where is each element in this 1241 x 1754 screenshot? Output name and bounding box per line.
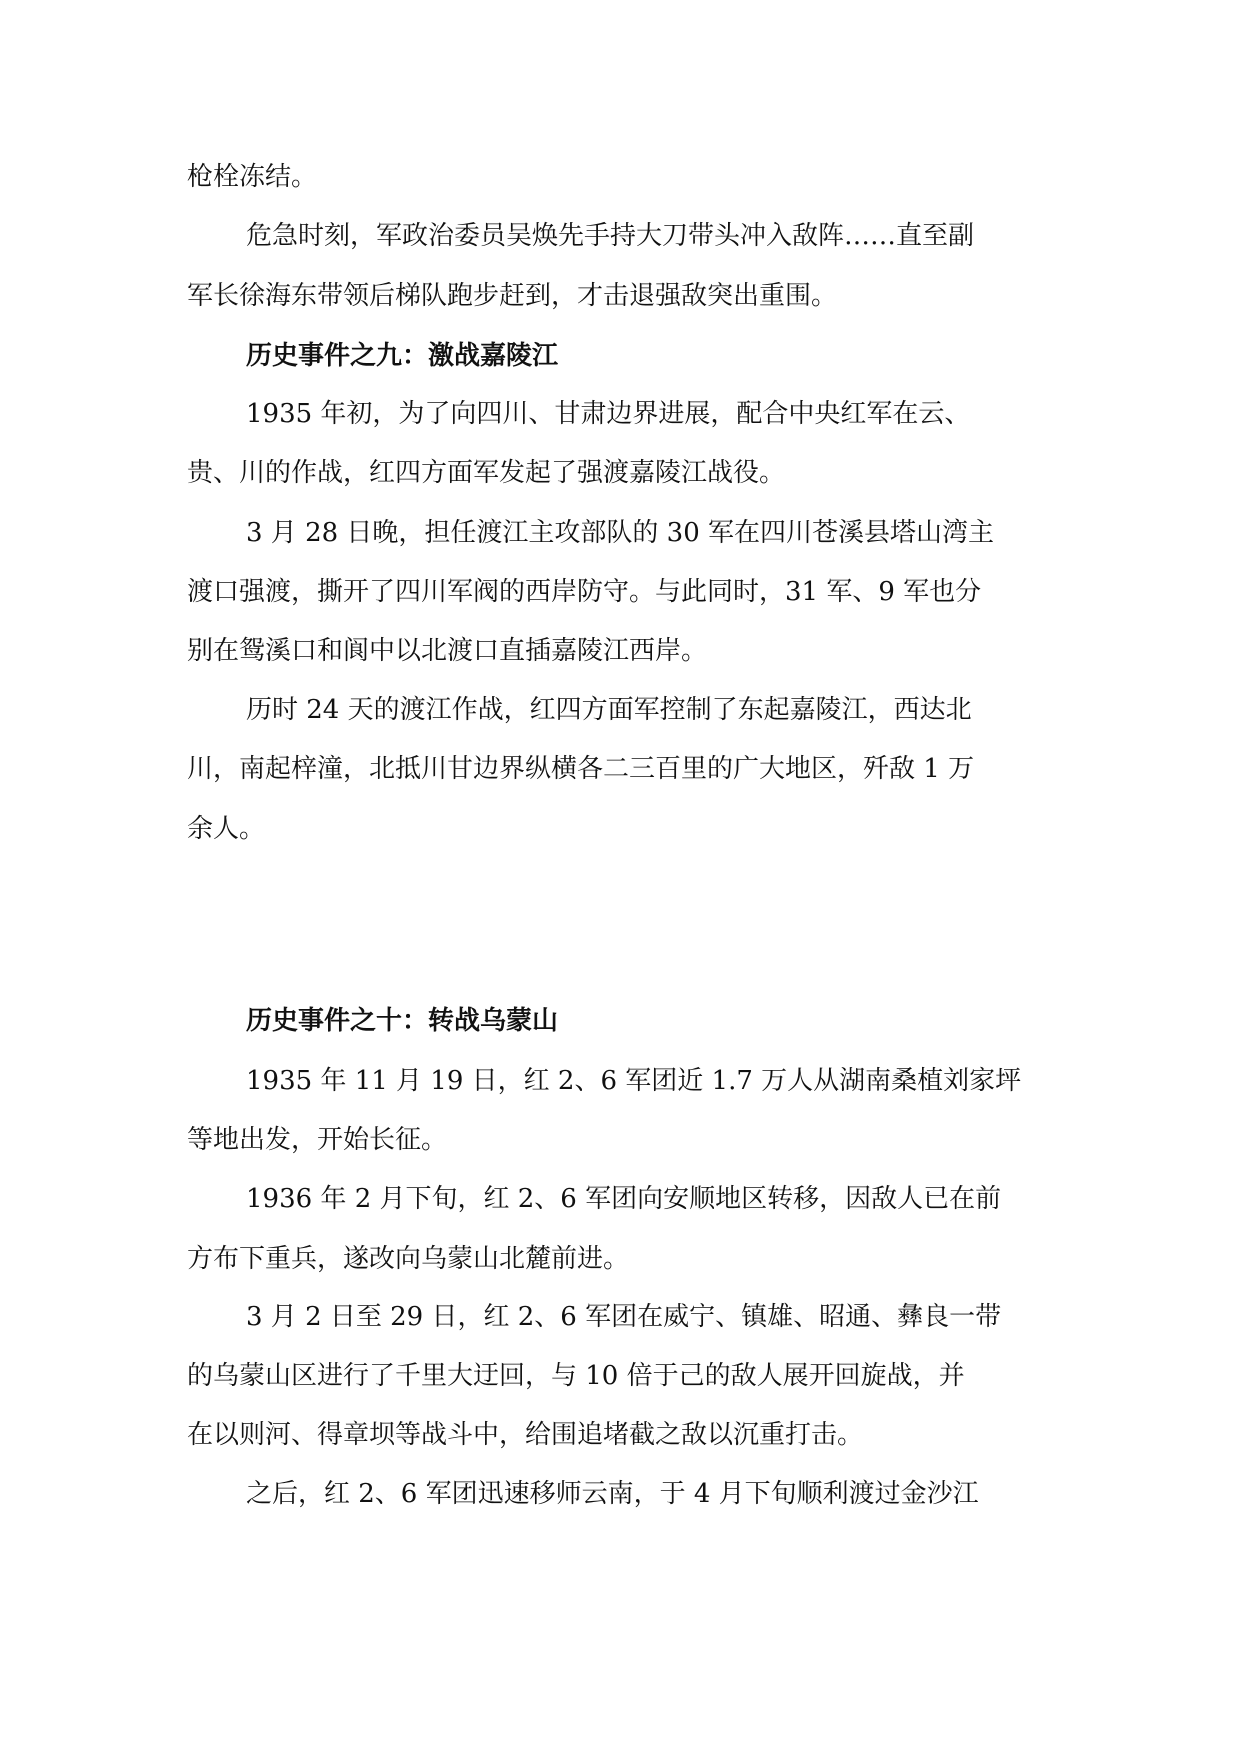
paragraph-line: 1936 年 2 月下旬，红 2、6 军团向安顺地区转移，因敌人已在前 xyxy=(246,1184,1002,1214)
paragraph-line: 贵、川的作战，红四方面军发起了强渡嘉陵江战役。 xyxy=(187,458,786,488)
paragraph-line: 别在鸳溪口和阆中以北渡口直插嘉陵江西岸。 xyxy=(187,636,708,666)
paragraph-line: 等地出发，开始长征。 xyxy=(187,1125,448,1155)
paragraph-line: 渡口强渡，撕开了四川军阀的西岸防守。与此同时，31 军、9 军也分 xyxy=(187,577,982,607)
intro-tail-text: 枪栓冻结。 xyxy=(187,162,318,192)
paragraph-line: 余人。 xyxy=(187,814,266,844)
paragraph-line: 之后，红 2、6 军团迅速移师云南，于 4 月下旬顺利渡过金沙江 xyxy=(246,1479,979,1509)
paragraph-line: 的乌蒙山区进行了千里大迂回，与 10 倍于己的敌人展开回旋战，并 xyxy=(187,1361,965,1391)
paragraph-line: 危急时刻，军政治委员吴焕先手持大刀带头冲入敌阵……直至副 xyxy=(246,221,975,251)
paragraph-line: 在以则河、得章坝等战斗中，给围追堵截之敌以沉重打击。 xyxy=(187,1420,864,1450)
paragraph-line: 1935 年初，为了向四川、甘肃边界进展，配合中央红军在云、 xyxy=(246,399,971,429)
paragraph-line: 1935 年 11 月 19 日，红 2、6 军团近 1.7 万人从湖南桑植刘家坪 xyxy=(246,1066,1022,1096)
paragraph-line: 方布下重兵，遂改向乌蒙山北麓前进。 xyxy=(187,1244,630,1274)
paragraph-line: 3 月 28 日晚，担任渡江主攻部队的 30 军在四川苍溪县塔山湾主 xyxy=(246,518,995,548)
paragraph-line: 川，南起梓潼，北抵川甘边界纵横各二三百里的广大地区，歼敌 1 万 xyxy=(187,754,975,784)
paragraph-line: 历时 24 天的渡江作战，红四方面军控制了东起嘉陵江，西达北 xyxy=(246,695,972,725)
paragraph-line: 军长徐海东带领后梯队跑步赶到，才击退强敌突出重围。 xyxy=(187,281,838,311)
paragraph-line: 3 月 2 日至 29 日，红 2、6 军团在威宁、镇雄、昭通、彝良一带 xyxy=(246,1302,1002,1332)
section-heading-x: 历史事件之十：转战乌蒙山 xyxy=(246,1006,559,1036)
section-heading-ix: 历史事件之九：激战嘉陵江 xyxy=(246,341,559,371)
